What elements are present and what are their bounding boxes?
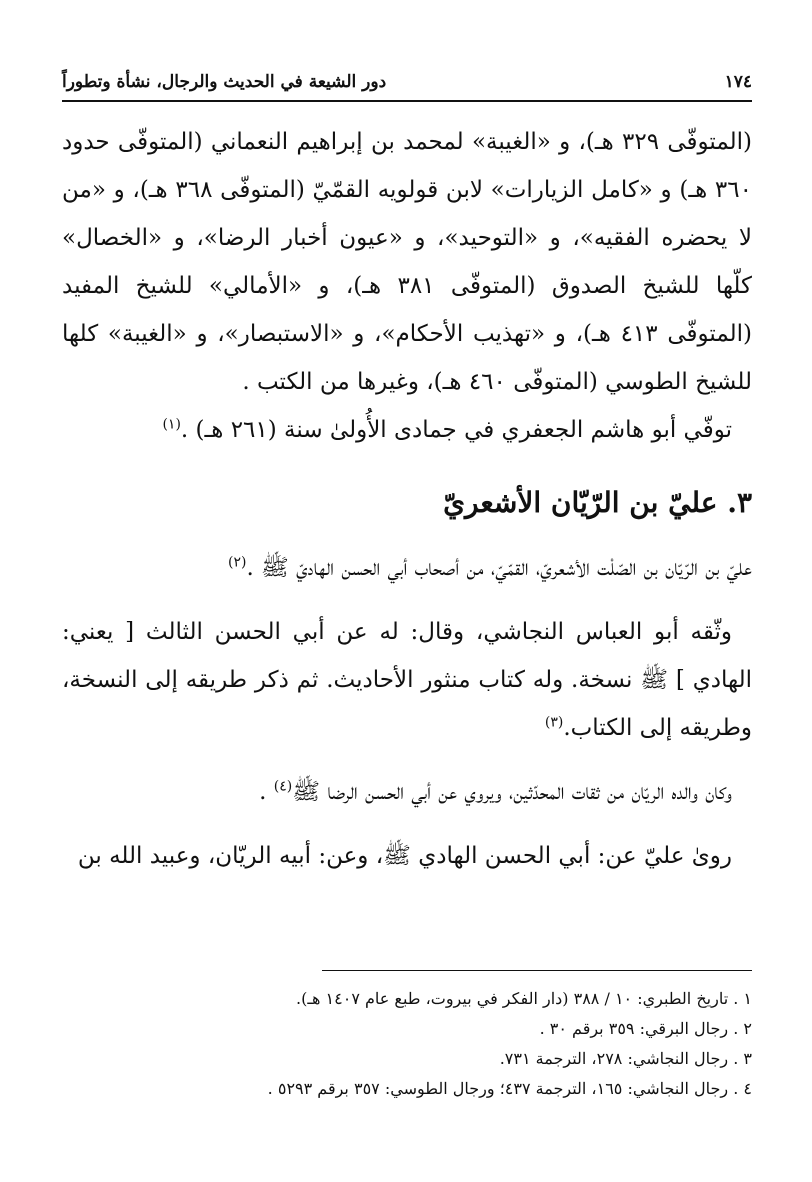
footnote: ٢ . رجال البرقي: ٣٥٩ برقم ٣٠ .	[539, 1019, 752, 1038]
footnotes	[62, 984, 752, 1104]
running-title: دور الشيعة في الحديث والرجال، نشأة وتطوراً	[62, 72, 387, 92]
paragraph: روىٰ عليّ عن: أبي الحسن الهادي ﷺ، وعن: أبيه الريّان، وعبيد الله بن	[77, 843, 732, 869]
footnote-mark: (٢)	[227, 554, 247, 571]
book-page	[62, 60, 752, 1140]
footnote-divider	[322, 970, 752, 971]
footnote-mark: (٣)	[544, 714, 564, 731]
paragraph: توفّي أبو هاشم الجعفري في جمادى الأُولىٰ سنة (٢٦١ هـ) .$^{(١)}$	[162, 416, 732, 443]
footnote-mark: (٤)	[273, 778, 293, 795]
section-heading: ٣. عليّ بن الرّيّان الأشعريّ	[443, 486, 752, 519]
paragraph: (المتوفّى ٣٢٩ هـ)، و «الغيبة» لمحمد بن إبراهيم النعماني (المتوفّى حدود ٣٦٠ هـ) و «كامل الزيارات» لابن قولويه القمّيّ (المتوفّى ٣٦٨ هـ)، و «من لا يحضره الفقيه»، و «التوحيد»، و «عيون أخبار الرضا»، و «الخصال» كلّها للشيخ الصدوق (المتوفّى ٣٨١ هـ)، و «الأمالي» للشيخ المفيد (المتوفّى ٤١٣ هـ)، و «تهذيب الأحكام»، و «الاستبصار»، و «الغيبة» كلها للشيخ الطوسي (المتوفّى ٤٦٠ هـ)، وغيرها من الكتب .	[62, 129, 753, 395]
footnote: ٤ . رجال النجاشي: ١٦٥، الترجمة ٤٣٧؛ ورجال الطوسي: ٣٥٧ برقم ٥٢٩٣ .	[267, 1079, 752, 1098]
paragraph: وكان والده الريّان من ثقات المحدّثين، ويروي عن أبي الحسن الرضا ﷺ$^{(٤)}$ .	[259, 778, 732, 805]
footnote: ١ . تاريخ الطبري: ١٠ / ٣٨٨ (دار الفكر في بيروت، طبع عام ١٤٠٧ هـ).	[296, 989, 752, 1008]
paragraph: وثّقه أبو العباس النجاشي، وقال: له عن أبي الحسن الثالث [ يعني: الهادي ] ﷺ نسخة. وله كتاب منثور الأحاديث. ثم ذكر طريقه إلى النسخة، وطريقه إلى الكتاب.$^{(٣)}$	[62, 619, 752, 741]
paragraph: عليّ بن الرّيّان بن الصّلْت الأشعريّ، القمّيّ، من أصحاب أبي الحسن الهاديّ ﷺ .$^{(٢)}$	[227, 554, 752, 581]
main-text	[62, 118, 752, 880]
page-number: ١٧٤	[724, 72, 752, 92]
footnote-mark: (١)	[162, 416, 181, 433]
footnote: ٣ . رجال النجاشي: ٢٧٨، الترجمة ٧٣١.	[499, 1049, 752, 1068]
running-header	[62, 60, 752, 102]
